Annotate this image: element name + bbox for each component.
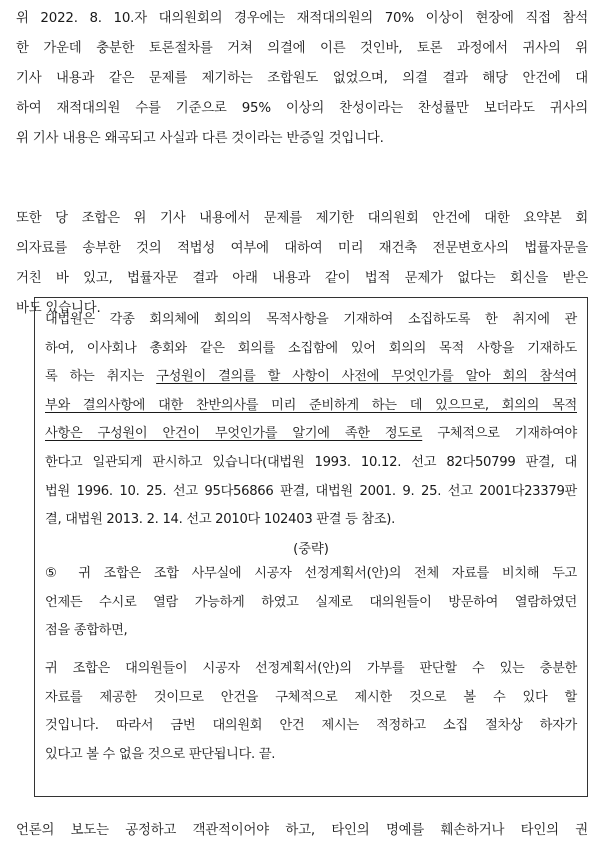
quote-conclusion (45, 655, 577, 769)
text-line: 한 가운데 충분한 토론절차를 거쳐 의결에 이른 것인바, 토론 과정에서 귀사의 위 (16, 41, 588, 56)
quote-line: 것입니다. 따라서 금번 대의원회 안건 제시는 적정하고 소집 절차상 하자가 (45, 718, 577, 734)
quote-line: 자료를 제공한 것이므로 안건을 구체적으로 제시한 것으로 볼 수 있다 할 (45, 689, 577, 705)
underlined-quote-line: 부와 결의사항에 대한 찬반의사를 미리 준비하게 하는 데 있으므로, 회의의 목적 (45, 397, 577, 413)
legal-opinion-quote-box (34, 297, 588, 797)
quote-line: 하여, 이사회나 총회와 같은 회의를 소집함에 있어 회의의 목적 사항을 기재하도 (45, 340, 577, 356)
omission-marker: (중략) (293, 542, 329, 557)
quote-line: 한다고 일관되게 판시하고 있습니다(대법원 1993. 10.12. 선고 82다50799 판결, 대 (45, 454, 577, 470)
quote-line-part: 록 하는 취지는 (45, 369, 157, 385)
text-line: 위 기사 내용은 왜곡되고 사실과 다른 것이라는 반증일 것입니다. (16, 131, 384, 146)
quote-item-5 (45, 560, 577, 646)
text-line: 거친 바 있고, 법률자문 결과 아래 내용과 같이 법적 문제가 없다는 회신을 받은 (16, 271, 588, 286)
text-line: 기사 내용과 같은 문제를 제기하는 조합원도 없었으며, 의결 결과 해당 안건에 대 (16, 71, 588, 86)
quote-line (45, 363, 577, 392)
quote-line: 있다고 볼 수 없을 것으로 판단됩니다. 끝. (45, 746, 276, 762)
text-line: 언론의 보도는 공정하고 객관적이어야 하고, 타인의 명예를 훼손하거나 타인의 권 (16, 823, 588, 838)
paragraph-vote-result (16, 4, 588, 154)
quote-line: 법원 1996. 10. 25. 선고 95다56866 판결, 대법원 2001. 9. 25. 선고 2001다23379판 (45, 483, 577, 499)
text-line: 바도 있습니다. (16, 301, 101, 316)
text-line: 의자료를 송부한 것의 적법성 여부에 대하여 미리 재건축 전문변호사의 법률자문을 (16, 241, 588, 256)
text-line: 위 2022. 8. 10.자 대의원회의 경우에는 재적대의원의 70% 이상이 현장에 직접 참석 (16, 11, 588, 26)
quote-line: 대법원은 각종 회의체에 회의의 목적사항을 기재하여 소집하도록 한 취지에 관 (45, 312, 577, 327)
quote-line: 언제든 수시로 열람 가능하게 하였고 실제로 대의원들이 방문하여 열람하였던 (45, 594, 577, 610)
paragraph-press-fairness (16, 816, 588, 846)
quote-line: 점을 종합하면, (45, 623, 128, 639)
quote-supreme-court-precedent (45, 306, 577, 535)
quote-line: 결, 대법원 2013. 2. 14. 선고 2010다 102403 판결 등 참조). (45, 512, 396, 528)
quote-line-part: 구체적으로 기재하여야 (422, 426, 577, 442)
underlined-text: 사항은 구성원이 안건이 무엇인가를 알기에 족한 정도로 (45, 426, 423, 442)
quote-line: ⑤ 귀 조합은 조합 사무실에 시공자 선정계획서(안)의 전체 자료를 비치해 두고 (45, 566, 577, 581)
quote-line (45, 420, 577, 449)
text-line: 하여 재적대의원 수를 기준으로 95% 이상의 찬성이라는 찬성률만 보더라도 귀사의 (16, 101, 588, 116)
quote-line: 귀 조합은 대의원들이 시공자 선정계획서(안)의 가부를 판단할 수 있는 충분한 (45, 661, 577, 676)
underlined-text: 구성원이 결의를 할 사항이 사전에 무엇인가를 알아 회의 참석여 (156, 369, 577, 385)
text-line: 또한 당 조합은 위 기사 내용에서 문제를 제기한 대의원회 안건에 대한 요약본 회 (16, 211, 588, 226)
